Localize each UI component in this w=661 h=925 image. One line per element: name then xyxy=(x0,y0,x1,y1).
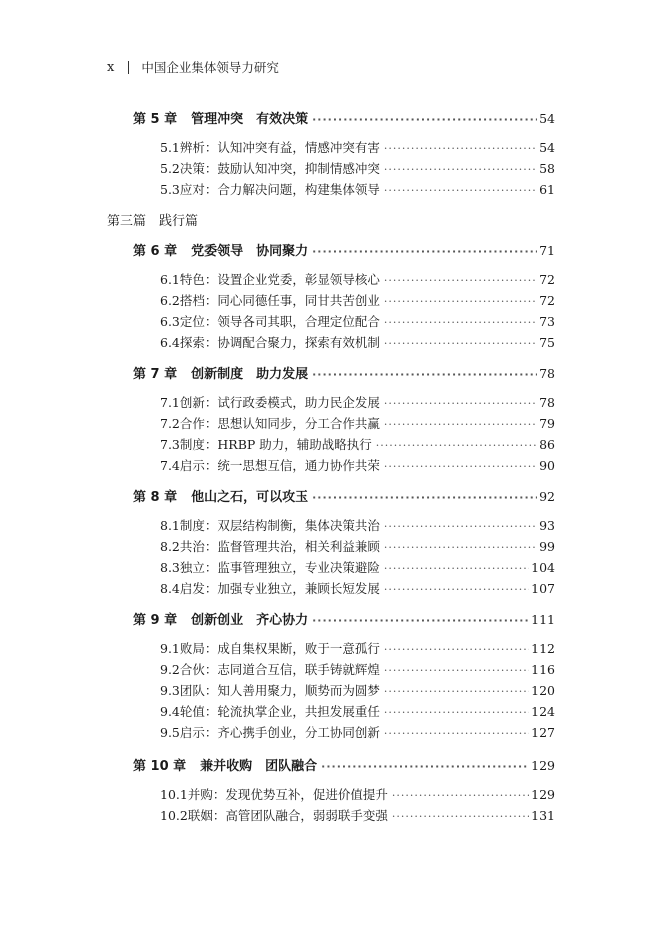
toc-chapter-9[interactable] xyxy=(133,609,555,628)
dot-leader xyxy=(312,614,529,627)
page-ref: 107 xyxy=(531,581,555,596)
chapter-number: 第 8 章 xyxy=(133,490,178,505)
toc-section-9-3[interactable] xyxy=(160,681,555,699)
page-number-roman: x xyxy=(107,59,115,75)
chapter-title: 创新制度 助力发展 xyxy=(191,367,309,382)
section-number: 6.1 xyxy=(160,272,180,287)
toc-chapter-5[interactable] xyxy=(133,108,555,127)
chapter-title: 他山之石，可以攻玉 xyxy=(191,490,309,505)
page-ref: 129 xyxy=(531,787,555,802)
dot-leader xyxy=(384,184,537,197)
section-number: 9.2 xyxy=(160,662,180,677)
page-ref: 75 xyxy=(539,335,555,350)
section-number: 7.2 xyxy=(160,416,180,431)
dot-leader xyxy=(384,706,529,719)
section-number: 10.1 xyxy=(160,787,188,802)
page-ref: 92 xyxy=(539,489,555,504)
page-ref: 79 xyxy=(539,416,555,431)
page-ref: 120 xyxy=(531,683,555,698)
toc-section-6-4[interactable] xyxy=(160,333,555,351)
chapter-number: 第 7 章 xyxy=(133,367,178,382)
chapter-title: 兼并收购 团队融合 xyxy=(200,759,318,774)
section-title: 合作：思想认知同步，分工合作共赢 xyxy=(179,416,380,431)
section-title: 制度：双层结构制衡，集体决策共治 xyxy=(179,518,380,533)
section-title: 并购：发现优势互补，促进价值提升 xyxy=(187,787,388,802)
section-number: 7.4 xyxy=(160,458,180,473)
toc-section-6-1[interactable] xyxy=(160,270,555,288)
dot-leader xyxy=(384,274,537,287)
section-title: 决策：鼓励认知冲突，抑制情感冲突 xyxy=(179,161,380,176)
toc-section-9-5[interactable] xyxy=(160,723,555,741)
part-title: 第三篇 践行篇 xyxy=(107,214,199,229)
section-title: 败局：成自集权果断，败于一意孤行 xyxy=(179,641,380,656)
page-ref: 124 xyxy=(531,704,555,719)
section-title: 共治：监督管理共治，相关利益兼顾 xyxy=(179,539,380,554)
toc-section-6-3[interactable] xyxy=(160,312,555,330)
dot-leader xyxy=(376,439,537,452)
toc-chapter-6[interactable] xyxy=(133,240,555,259)
dot-leader xyxy=(384,163,537,176)
section-number: 7.1 xyxy=(160,395,180,410)
dot-leader xyxy=(384,643,529,656)
dot-leader xyxy=(384,727,529,740)
section-number: 9.1 xyxy=(160,641,180,656)
section-title: 定位：领导各司其职，合理定位配合 xyxy=(179,314,380,329)
dot-leader xyxy=(392,789,529,802)
dot-leader xyxy=(384,397,537,410)
section-number: 6.3 xyxy=(160,314,180,329)
dot-leader xyxy=(384,316,537,329)
page-ref: 54 xyxy=(539,140,555,155)
dot-leader xyxy=(384,520,537,533)
section-title: 辨析：认知冲突有益，情感冲突有害 xyxy=(179,140,380,155)
toc-section-9-4[interactable] xyxy=(160,702,555,720)
section-title: 启示：齐心携手创业，分工协同创新 xyxy=(179,725,380,740)
dot-leader xyxy=(312,113,537,126)
page-ref: 131 xyxy=(531,808,555,823)
section-title: 轮值：轮流执掌企业，共担发展重任 xyxy=(179,704,380,719)
toc-section-7-2[interactable] xyxy=(160,414,555,432)
toc-chapter-7[interactable] xyxy=(133,363,555,382)
section-number: 8.2 xyxy=(160,539,180,554)
dot-leader xyxy=(384,562,529,575)
toc-section-8-3[interactable] xyxy=(160,558,555,576)
section-title: 应对：合力解决问题，构建集体领导 xyxy=(179,182,380,197)
dot-leader xyxy=(384,337,537,350)
dot-leader xyxy=(312,368,537,381)
page-ref: 61 xyxy=(539,182,555,197)
chapter-number: 第 9 章 xyxy=(133,613,178,628)
toc-section-5-3[interactable] xyxy=(160,180,555,198)
section-title: 合伙：志同道合互信，联手铸就辉煌 xyxy=(179,662,380,677)
section-number: 10.2 xyxy=(160,808,188,823)
toc-section-9-1[interactable] xyxy=(160,639,555,657)
section-number: 7.3 xyxy=(160,437,180,452)
chapter-title: 党委领导 协同聚力 xyxy=(191,244,309,259)
chapter-title: 创新创业 齐心协力 xyxy=(191,613,309,628)
toc-section-5-2[interactable] xyxy=(160,159,555,177)
page-ref: 72 xyxy=(539,293,555,308)
dot-leader xyxy=(384,583,529,596)
chapter-title: 管理冲突 有效决策 xyxy=(191,112,309,127)
dot-leader xyxy=(312,245,537,258)
chapter-number: 第 6 章 xyxy=(133,244,178,259)
toc-section-8-4[interactable] xyxy=(160,579,555,597)
page-ref: 104 xyxy=(531,560,555,575)
section-title: 创新：试行政委模式，助力民企发展 xyxy=(179,395,380,410)
page-ref: 111 xyxy=(531,612,555,627)
section-title: 联姻：高管团队融合，弱弱联手变强 xyxy=(187,808,388,823)
section-number: 6.2 xyxy=(160,293,180,308)
dot-leader xyxy=(384,664,529,677)
header-divider xyxy=(128,61,129,74)
dot-leader xyxy=(384,685,529,698)
page-ref: 86 xyxy=(539,437,555,452)
running-header xyxy=(107,58,279,76)
page-ref: 78 xyxy=(539,366,555,381)
toc-section-5-1[interactable] xyxy=(160,138,555,156)
section-title: 探索：协调配合聚力，探索有效机制 xyxy=(179,335,380,350)
section-title: 搭档：同心同德任事，同甘共苦创业 xyxy=(179,293,380,308)
page-ref: 99 xyxy=(539,539,555,554)
toc-section-9-2[interactable] xyxy=(160,660,555,678)
section-number: 8.4 xyxy=(160,581,180,596)
dot-leader xyxy=(384,541,537,554)
toc-section-7-1[interactable] xyxy=(160,393,555,411)
page-ref: 72 xyxy=(539,272,555,287)
toc-section-7-3[interactable] xyxy=(160,435,555,453)
section-number: 5.1 xyxy=(160,140,180,155)
toc-section-10-1[interactable] xyxy=(160,785,555,803)
book-title: 中国企业集体领导力研究 xyxy=(141,60,279,75)
dot-leader xyxy=(384,418,537,431)
page-ref: 93 xyxy=(539,518,555,533)
toc-section-8-1[interactable] xyxy=(160,516,555,534)
page-ref: 116 xyxy=(531,662,555,677)
toc-section-7-4[interactable] xyxy=(160,456,555,474)
page-ref: 71 xyxy=(539,243,555,258)
page-ref: 73 xyxy=(539,314,555,329)
toc-chapter-10[interactable] xyxy=(133,755,555,774)
page-ref: 54 xyxy=(539,111,555,126)
section-title: 制度：HRBP 助力，辅助战略执行 xyxy=(179,437,372,452)
section-title: 特色：设置企业党委，彰显领导核心 xyxy=(179,272,380,287)
section-number: 8.3 xyxy=(160,560,180,575)
dot-leader xyxy=(312,491,537,504)
toc-section-6-2[interactable] xyxy=(160,291,555,309)
section-title: 启示：统一思想互信，通力协作共荣 xyxy=(179,458,380,473)
page-ref: 127 xyxy=(531,725,555,740)
toc-section-8-2[interactable] xyxy=(160,537,555,555)
dot-leader xyxy=(384,460,537,473)
page-ref: 90 xyxy=(539,458,555,473)
page-ref: 58 xyxy=(539,161,555,176)
dot-leader xyxy=(384,295,537,308)
section-number: 9.5 xyxy=(160,725,180,740)
chapter-number: 第 10 章 xyxy=(133,759,187,774)
section-title: 启发：加强专业独立，兼顾长短发展 xyxy=(179,581,380,596)
section-number: 8.1 xyxy=(160,518,180,533)
section-number: 5.2 xyxy=(160,161,180,176)
toc-chapter-8[interactable] xyxy=(133,486,555,505)
section-number: 9.4 xyxy=(160,704,180,719)
section-number: 9.3 xyxy=(160,683,180,698)
dot-leader xyxy=(384,142,537,155)
section-number: 5.3 xyxy=(160,182,180,197)
page-ref: 78 xyxy=(539,395,555,410)
chapter-number: 第 5 章 xyxy=(133,112,178,127)
toc-part-3[interactable] xyxy=(107,210,198,229)
dot-leader xyxy=(321,760,529,773)
section-title: 独立：监事管理独立，专业决策避险 xyxy=(179,560,380,575)
section-title: 团队：知人善用聚力，顺势而为圆梦 xyxy=(179,683,380,698)
dot-leader xyxy=(392,810,529,823)
page-ref: 112 xyxy=(531,641,555,656)
toc-section-10-2[interactable] xyxy=(160,806,555,824)
page-ref: 129 xyxy=(531,758,555,773)
section-number: 6.4 xyxy=(160,335,180,350)
